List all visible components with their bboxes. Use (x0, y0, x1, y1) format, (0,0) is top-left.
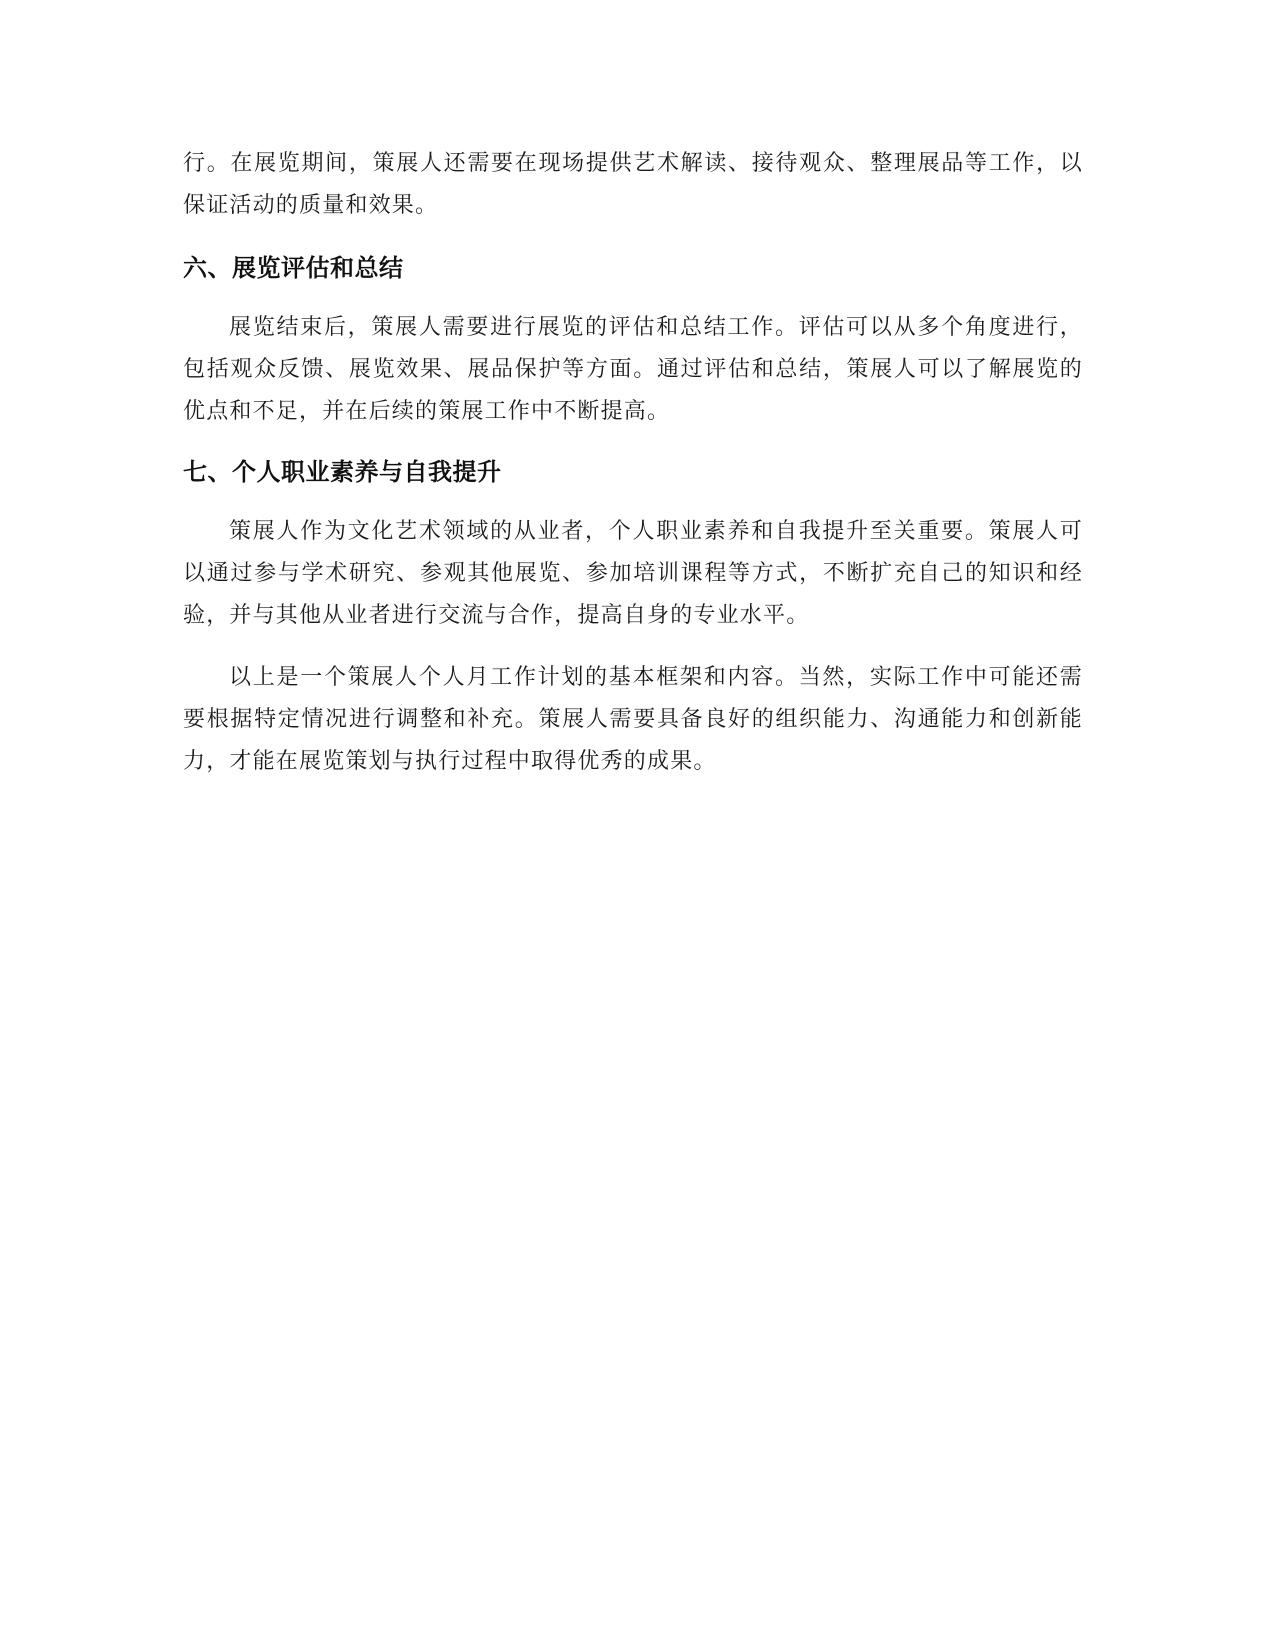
body-paragraph: 以上是一个策展人个人月工作计划的基本框架和内容。当然，实际工作中可能还需要根据特定情况进行调整和补充。策展人需要具备良好的组织能力、沟通能力和创新能力，才能在展览策划与执行过程中取得优秀的成果。 (183, 665, 1083, 774)
body-paragraph: 策展人作为文化艺术领域的从业者，个人职业素养和自我提升至关重要。策展人可以通过参与学术研究、参观其他展览、参加培训课程等方式，不断扩充自己的知识和经验，并与其他从业者进行交流与合作，提高自身的专业水平。 (183, 519, 1083, 628)
section-evaluation (183, 247, 1083, 433)
body-paragraph: 展览结束后，策展人需要进行展览的评估和总结工作。评估可以从多个角度进行，包括观众反馈、展览效果、展品保护等方面。通过评估和总结，策展人可以了解展览的优点和不足，并在后续的策展工作中不断提高。 (183, 315, 1083, 424)
document-page (183, 143, 1083, 801)
continuation-paragraph: 行。在展览期间，策展人还需要在现场提供艺术解读、接待观众、整理展品等工作，以保证活动的质量和效果。 (183, 151, 1083, 218)
section-heading: 六、展览评估和总结 (183, 254, 404, 282)
section-professional-development (183, 451, 1083, 783)
section-heading: 七、个人职业素养与自我提升 (183, 458, 502, 486)
